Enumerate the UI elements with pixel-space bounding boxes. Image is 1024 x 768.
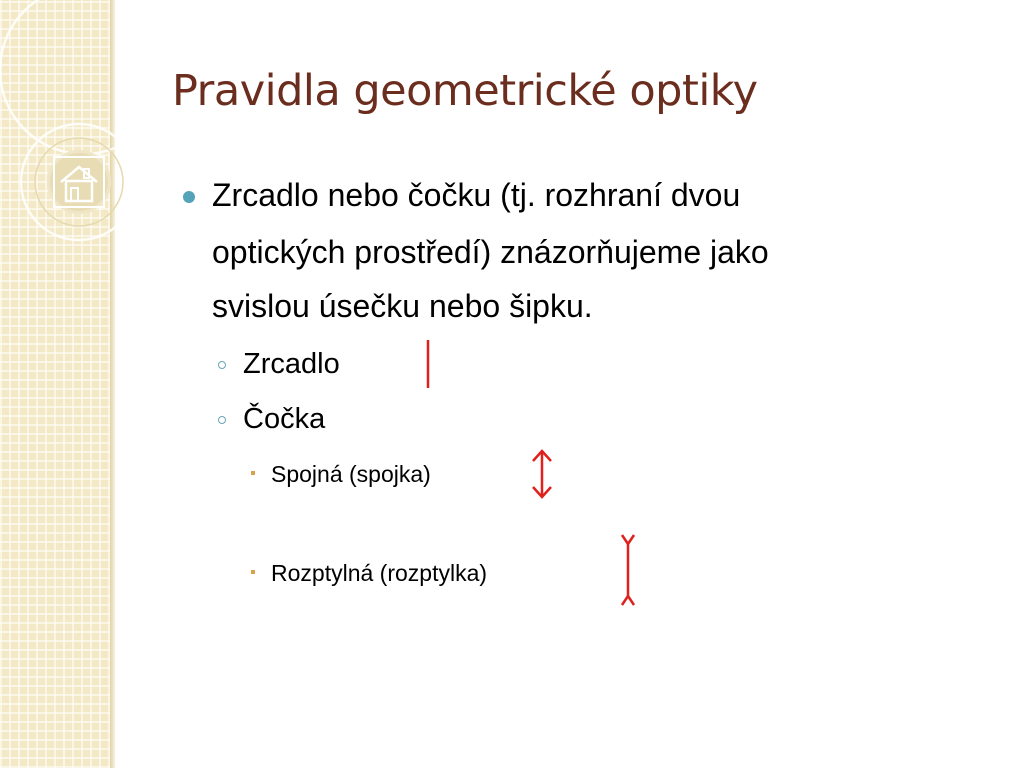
bullet-text-line-1: Zrcadlo nebo čočku (tj. rozhraní dvou xyxy=(212,177,741,213)
double-arrow-icon xyxy=(528,448,556,500)
lens-type-diverging: Rozptylná (rozptylka) xyxy=(271,560,488,586)
mirror-symbol-icon xyxy=(420,338,436,390)
decorative-circles xyxy=(0,0,160,260)
home-icon xyxy=(50,153,108,211)
slide-title: Pravidla geometrické optiky xyxy=(172,66,758,116)
sub-sub-bullet-marker xyxy=(251,471,255,475)
sub-item-lens: Čočka xyxy=(243,403,326,435)
bullet-marker xyxy=(183,191,195,203)
bullet-text-line-3: svislou úsečku nebo šipku. xyxy=(212,288,593,324)
lens-type-converging: Spojná (spojka) xyxy=(271,461,431,487)
home-button[interactable] xyxy=(50,153,108,211)
bullet-text-line-2: optických prostředí) znázorňujeme jako xyxy=(212,234,769,270)
sub-bullet-marker xyxy=(218,361,226,369)
inverted-arrow-icon xyxy=(616,530,640,610)
sub-sub-bullet-marker xyxy=(251,570,255,574)
sub-item-mirror: Zrcadlo xyxy=(243,348,340,380)
sub-bullet-marker xyxy=(218,416,226,424)
